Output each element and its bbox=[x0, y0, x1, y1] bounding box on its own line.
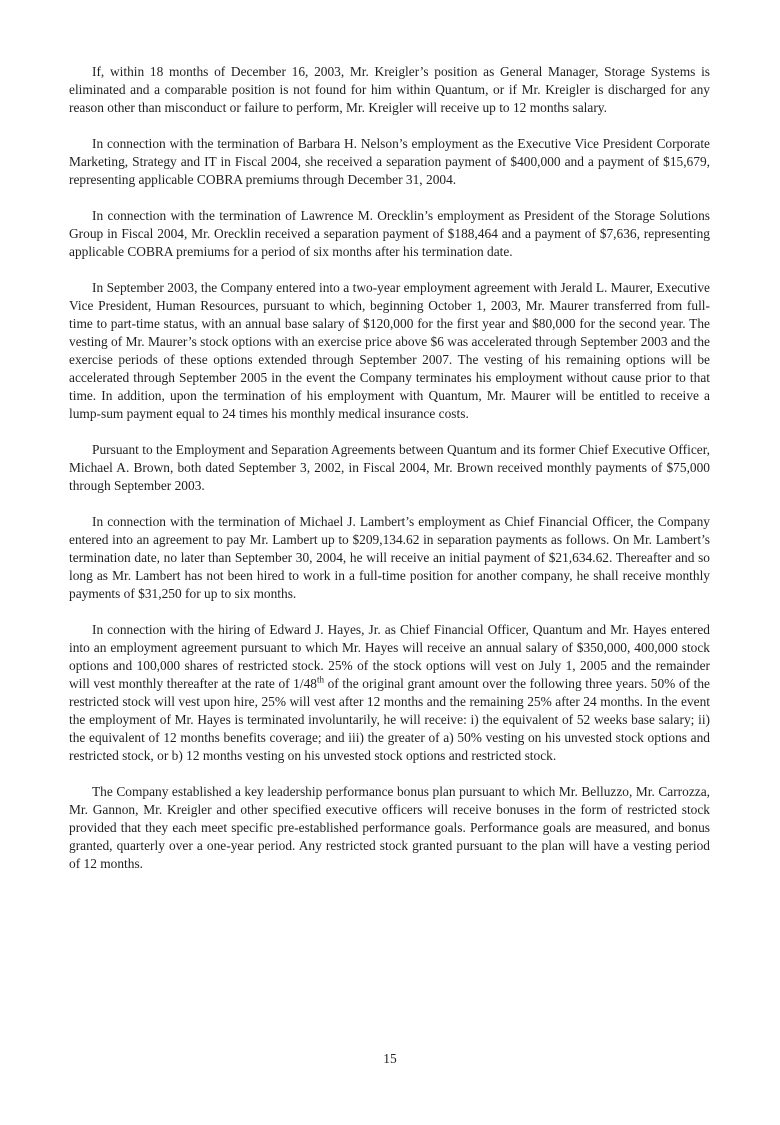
page-number: 15 bbox=[383, 1051, 397, 1066]
paragraph-maurer-agreement: In September 2003, the Company entered into a two-year employment agreement with Jerald L. Maurer, Executive Vice President, Human Resources, pursuant to which, beginning October 1, 2003, Mr. Maurer transferred from full-time to part-time status, with an annual base salary of $120,000 for the first year and $80,000 for the second year. The vesting of Mr. Maurer’s stock options with an exercise price above $6 was accelerated through September 2003 and the exercise periods of these options extended through September 2007. The vesting of his remaining options will be accelerated through September 2005 in the event the Company terminates his employment without cause prior to that time. In addition, upon the termination of his employment with Quantum, Mr. Maurer will be entitled to receive a lump-sum payment equal to 24 times his monthly medical insurance costs. bbox=[69, 280, 710, 421]
paragraph-bonus-plan: The Company established a key leadership performance bonus plan pursuant to which Mr. Belluzzo, Mr. Carrozza, Mr. Gannon, Mr. Kreigler and other specified executive officers will receive bonuses in the form of restricted stock provided that they each meet specific pre-established performance goals. Performance goals are measured, and bonus granted, quarterly over a one-year period. Any restricted stock granted pursuant to the plan will have a vesting period of 12 months. bbox=[69, 784, 710, 871]
paragraph-text-segment: of the original grant amount over the following three years. 50% of the restricted stock will vest upon hire, 25% will vest after 12 months and the remaining 25% after 24 months. In the event the employment of Mr. Hayes is terminated involuntarily, he will receive: i) the equivalent of 52 weeks base salary; ii) the equivalent of 12 months benefits coverage; and iii) the greater of a) 50% vesting on his unvested stock options and restricted stock, or b) 12 months vesting on his unvested stock options and restricted stock. bbox=[69, 676, 710, 763]
paragraph-brown-separation: Pursuant to the Employment and Separation Agreements between Quantum and its former Chief Executive Officer, Michael A. Brown, both dated September 3, 2002, in Fiscal 2004, Mr. Brown received monthly payments of $75,000 through September 2003. bbox=[69, 442, 710, 493]
paragraph-nelson-termination: In connection with the termination of Barbara H. Nelson’s employment as the Executive Vice President Corporate Marketing, Strategy and IT in Fiscal 2004, she received a separation payment of $400,000 and a payment of $15,679, representing applicable COBRA premiums through December 31, 2004. bbox=[69, 136, 710, 187]
paragraph-hayes-hiring bbox=[69, 621, 710, 765]
document-body bbox=[69, 63, 710, 891]
paragraph-text-segment: In connection with the hiring of Edward J. Hayes, Jr. as Chief Financial Officer, Quantum and Mr. Hayes entered into an employment agreement pursuant to which Mr. Hayes will receive an annual salary of $350,000, 400,000 stock options and 100,000 shares of restricted stock. 25% of the stock options will vest on July 1, 2005 and the remainder will vest monthly thereafter at the rate of 1/48 bbox=[69, 622, 710, 691]
paragraph-lambert-termination: In connection with the termination of Michael J. Lambert’s employment as Chief Financial Officer, the Company entered into an agreement to pay Mr. Lambert up to $209,134.62 in separation payments as follows. On Mr. Lambert’s termination date, no later than September 30, 2004, he will receive an initial payment of $21,634.62. Thereafter and so long as Mr. Lambert has not been hired to work in a full-time position for another company, he shall receive monthly payments of $31,250 for up to six months. bbox=[69, 514, 710, 601]
paragraph-orecklin-termination: In connection with the termination of Lawrence M. Orecklin’s employment as President of the Storage Solutions Group in Fiscal 2004, Mr. Orecklin received a separation payment of $188,464 and a payment of $7,636, representing applicable COBRA premiums for a period of six months after his termination date. bbox=[69, 208, 710, 259]
paragraph-kreigler-severance: If, within 18 months of December 16, 2003, Mr. Kreigler’s position as General Manager, Storage Systems is eliminated and a comparable position is not found for him within Quantum, or if Mr. Kreigler is discharged for any reason other than misconduct or failure to perform, Mr. Kreigler will receive up to 12 months salary. bbox=[69, 64, 710, 115]
superscript-th: th bbox=[317, 674, 325, 685]
